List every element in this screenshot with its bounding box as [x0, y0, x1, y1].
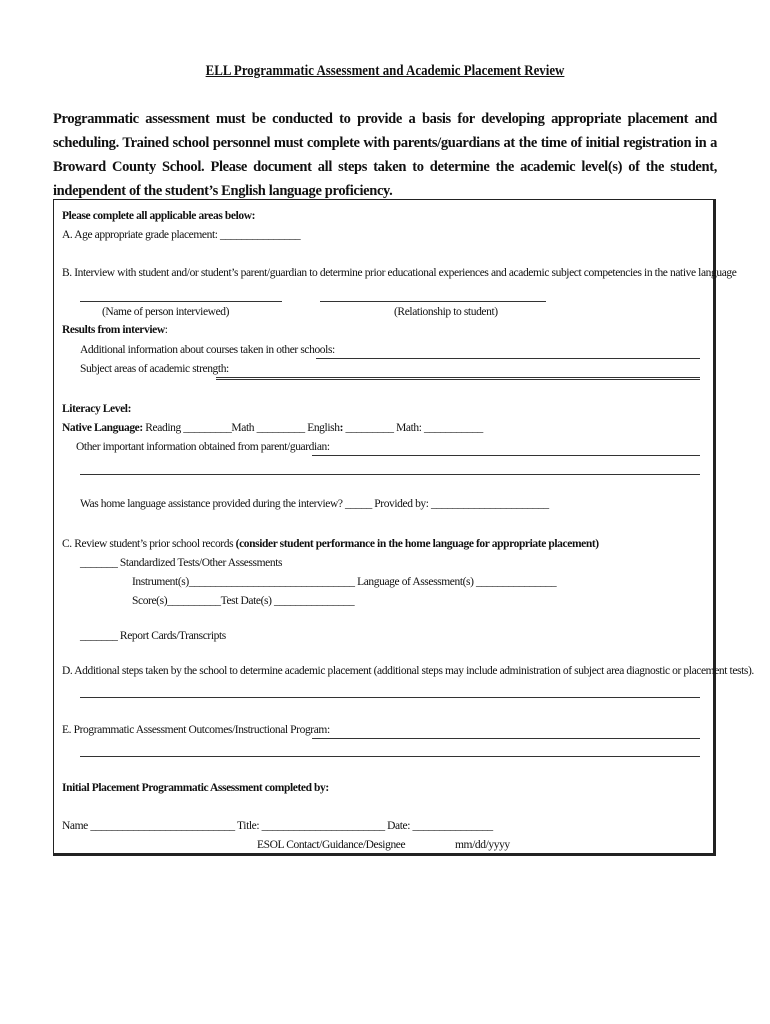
relationship-line[interactable]	[320, 301, 546, 302]
report-cards-field[interactable]: _______ Report Cards/Transcripts	[80, 630, 226, 642]
name-interviewed-caption: (Name of person interviewed)	[102, 306, 230, 318]
subject-strength-line[interactable]	[216, 377, 700, 378]
additional-info-line[interactable]	[316, 358, 700, 359]
reading-math-english-fields[interactable]: Reading _________Math _________ English	[142, 422, 340, 434]
form-header: Please complete all applicable areas below:	[62, 210, 256, 222]
home-language-question[interactable]: Was home language assistance provided during the interview? _____ Provided by: ______________________	[80, 498, 549, 510]
section-c-records: C. Review student’s prior school records	[62, 538, 236, 550]
instrument-field[interactable]: Instrument(s)_______________________________ Language of Assessment(s) _______________	[132, 576, 557, 588]
additional-info-label: Additional information about courses taken in other schools:	[80, 344, 335, 356]
scores-field[interactable]: Score(s)__________Test Date(s) _______________	[132, 595, 355, 607]
name-interviewed-line[interactable]	[80, 301, 282, 302]
literacy-level-label: Literacy Level:	[62, 403, 132, 415]
results-label: Results from interview	[62, 324, 165, 336]
section-a-age-placement[interactable]: A. Age appropriate grade placement: _______________	[62, 229, 301, 241]
signature-fields[interactable]: Name ___________________________ Title: _______________________ Date: _______________	[62, 820, 493, 832]
other-info-line-2[interactable]	[80, 474, 700, 475]
section-e-outcomes: E. Programmatic Assessment Outcomes/Instructional Program:	[62, 724, 330, 736]
relationship-caption: (Relationship to student)	[394, 306, 498, 318]
intro-paragraph: Programmatic assessment must be conducted to provide a basis for developing appropriate placement and scheduling. Trained school personnel must complete with parents/guardians at the time of initial registration in a Broward County School. Please document all steps taken to determine the academic level(s) of the student, independent of the student’s English language proficiency.	[53, 111, 717, 199]
math-field[interactable]: _________ Math: ___________	[343, 422, 483, 434]
standardized-tests-field[interactable]: _______ Standardized Tests/Other Assessments	[80, 557, 283, 569]
section-e-line[interactable]	[312, 738, 700, 739]
completed-by-label: Initial Placement Programmatic Assessment completed by:	[62, 782, 329, 794]
form-box	[53, 199, 754, 856]
subject-strength-line-2	[216, 379, 700, 380]
document-title: ELL Programmatic Assessment and Academic Placement Review	[205, 63, 565, 79]
other-info-label: Other important information obtained from parent/guardian:	[76, 441, 330, 453]
results-colon: :	[164, 324, 168, 336]
section-b-interview: B. Interview with student and/or student’s parent/guardian to determine prior educational experiences and academic subject competencies in the native language	[62, 267, 737, 279]
date-format-caption: mm/dd/yyyy	[455, 839, 510, 851]
native-language-label: Native Language:	[62, 422, 143, 434]
subject-strength-label: Subject areas of academic strength:	[80, 363, 229, 375]
section-d-line[interactable]	[80, 697, 700, 698]
esol-caption: ESOL Contact/Guidance/Designee	[257, 839, 406, 851]
english-colon: :	[339, 422, 343, 434]
other-info-line[interactable]	[312, 455, 700, 456]
section-c-note: (consider student performance in the home language for appropriate placement)	[235, 538, 599, 550]
section-e-line-2[interactable]	[80, 756, 700, 757]
section-d-additional-steps: D. Additional steps taken by the school to determine academic placement (additional steps may include administration of subject area diagnostic or placement tests).	[62, 665, 754, 677]
